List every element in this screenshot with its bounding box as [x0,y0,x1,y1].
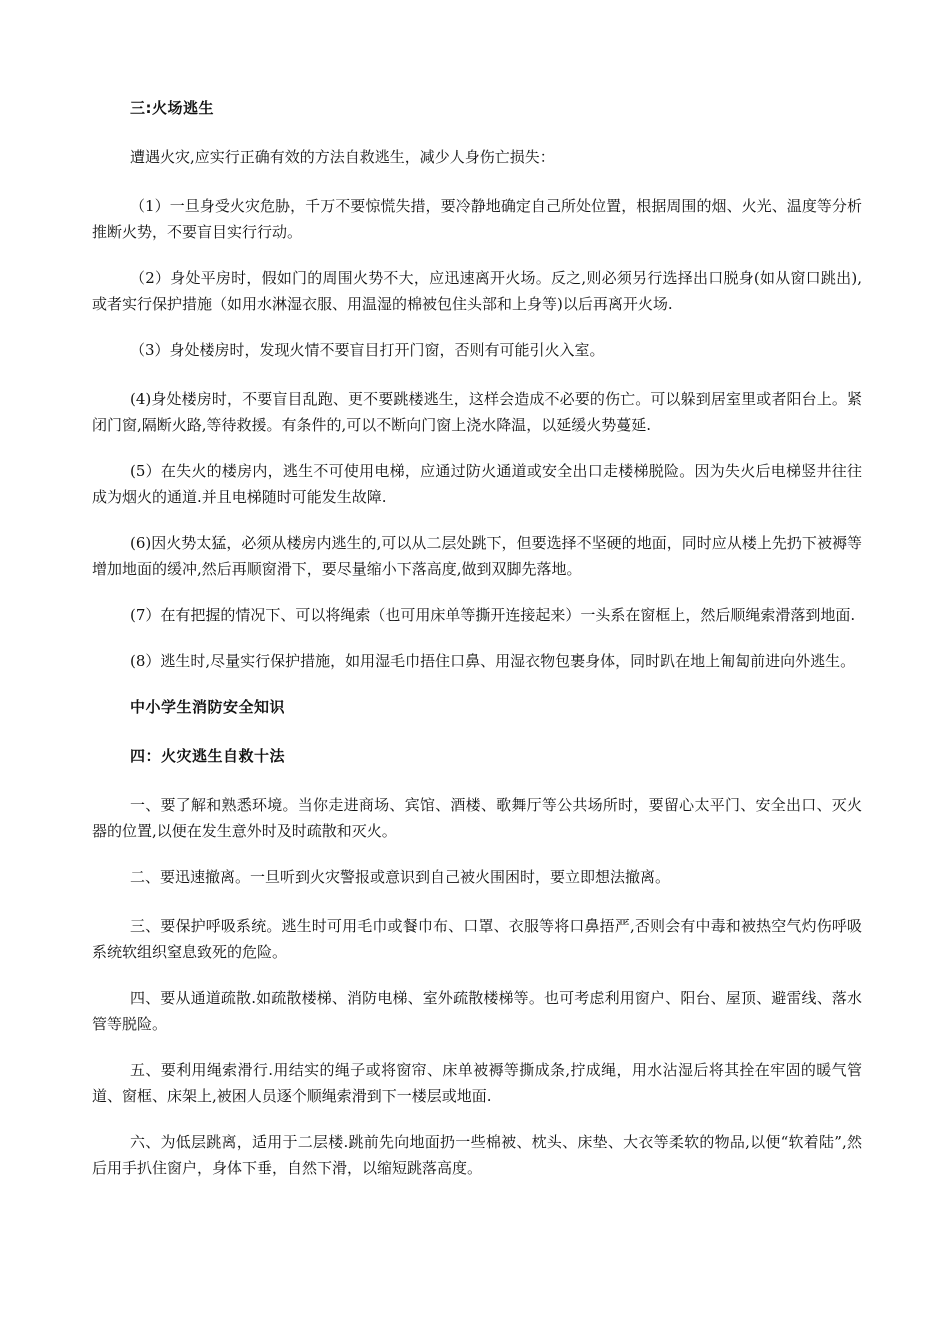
method-item-3: 三、要保护呼吸系统。逃生时可用毛巾或餐巾布、口罩、衣服等将口鼻捂严,否则会有中毒和被热空气灼伤呼吸系统软组织窒息致死的危险。 [92,917,862,961]
method-item-4: 四、要从通道疏散.如疏散楼梯、消防电梯、室外疏散楼梯等。也可考虑利用窗户、阳台、屋顶、避雷线、落水管等脱险。 [92,989,862,1033]
escape-item-4: (4)身处楼房时，不要盲目乱跑、更不要跳楼逃生，这样会造成不必要的伤亡。可以躲到居室里或者阳台上。紧闭门窗,隔断火路,等待救援。有条件的,可以不断向门窗上浇水降温，以延缓火势蔓延. [92,390,862,434]
escape-item-5: (5）在失火的楼房内，逃生不可使用电梯，应通过防火通道或安全出口走楼梯脱险。因为失火后电梯竖井往往成为烟火的通道.并且电梯随时可能发生故障. [92,462,862,506]
subtitle-heading: 中小学生消防安全知识 [130,698,286,716]
method-item-2: 二、要迅速撤离。一旦听到火灾警报或意识到自己被火围困时，要立即想法撤离。 [130,868,671,886]
method-item-1: 一、要了解和熟悉环境。当你走进商场、宾馆、酒楼、歌舞厅等公共场所时，要留心太平门、安全出口、灭火器的位置,以便在发生意外时及时疏散和灭火。 [92,796,862,840]
escape-item-2: （2）身处平房时，假如门的周围火势不大，应迅速离开火场。反之,则必须另行选择出口脱身(如从窗口跳出),或者实行保护措施（如用水淋湿衣服、用温湿的棉被包住头部和上身等)以后再离开火场. [92,269,862,313]
method-item-5: 五、要利用绳索滑行.用结实的绳子或将窗帘、床单被褥等撕成条,拧成绳，用水沾湿后将其拴在牢固的暖气管道、窗框、床架上,被困人员逐个顺绳索滑到下一楼层或地面. [92,1061,862,1105]
escape-item-1: （1）一旦身受火灾危胁，千万不要惊慌失措，要冷静地确定自己所处位置，根据周围的烟、火光、温度等分析推断火势，不要盲目实行行动。 [92,197,862,241]
section-heading-ten-methods: 四：火灾逃生自救十法 [130,747,286,765]
escape-item-8: (8）逃生时,尽量实行保护措施，如用湿毛巾捂住口鼻、用湿衣物包裹身体，同时趴在地上匍匐前进向外逃生。 [130,652,856,670]
method-item-6: 六、为低层跳离，适用于二层楼.跳前先向地面扔一些棉被、枕头、床垫、大衣等柔软的物品,以便“软着陆”,然后用手扒住窗户，身体下垂，自然下滑，以缩短跳落高度。 [92,1133,862,1177]
escape-item-7: (7）在有把握的情况下、可以将绳索（也可用床单等撕开连接起来）一头系在窗框上，然后顺绳索滑落到地面. [130,606,856,624]
document-body [92,95,862,1181]
section-intro: 遭遇火灾,应实行正确有效的方法自救逃生，减少人身伤亡损失： [130,148,555,166]
escape-item-3: （3）身处楼房时，发现火情不要盲目打开门窗，否则有可能引火入室。 [130,341,605,359]
section-heading-fire-escape: 三:火场逃生 [130,99,214,117]
escape-item-6: (6)因火势太猛，必须从楼房内逃生的,可以从二层处跳下，但要选择不坚硬的地面，同时应从楼上先扔下被褥等增加地面的缓冲,然后再顺窗滑下，要尽量缩小下落高度,做到双脚先落地。 [92,534,862,578]
